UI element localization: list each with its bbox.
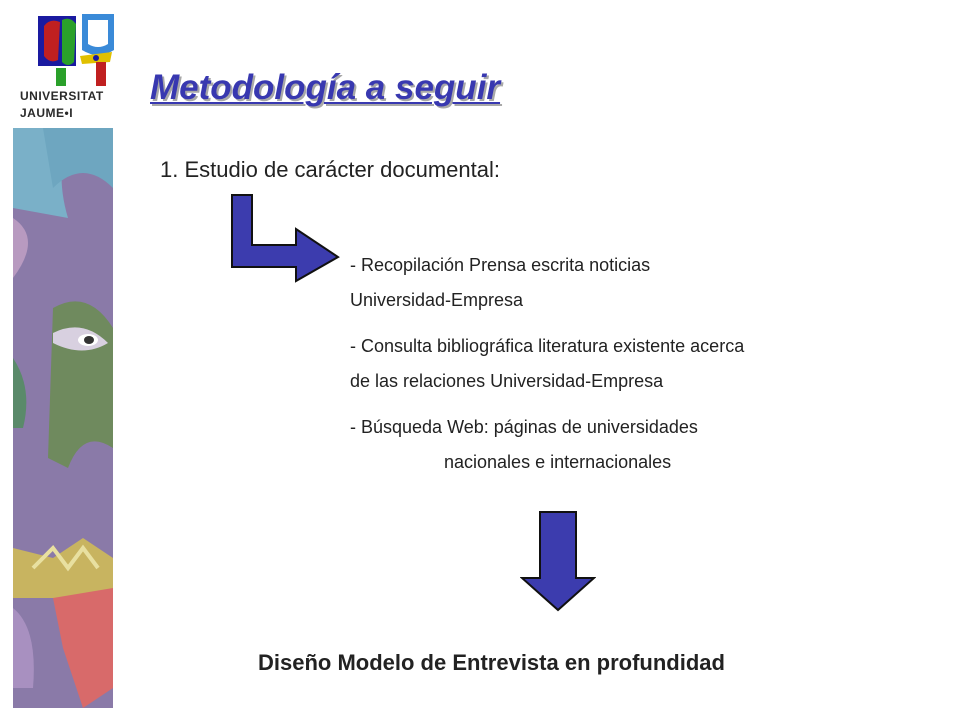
list-item xyxy=(350,329,940,399)
conclusion-text: Diseño Modelo de Entrevista en profundidad xyxy=(258,650,725,675)
list-item-line: nacionales e internacionales xyxy=(444,452,672,472)
logo-text-line2: JAUME•I xyxy=(20,106,74,120)
list-item-line: - Consulta bibliográfica literatura existente acerca xyxy=(350,336,745,356)
logo-text-line1: UNIVERSITAT xyxy=(20,89,104,103)
list-item-line: - Búsqueda Web: páginas de universidades xyxy=(350,417,698,437)
decorative-strip xyxy=(13,128,113,708)
list-item-line: - Recopilación Prensa escrita noticias xyxy=(350,255,651,275)
section-heading: 1. Estudio de carácter documental: xyxy=(160,157,500,182)
bent-arrow-icon xyxy=(230,193,342,283)
list-item xyxy=(350,248,940,318)
down-arrow-icon xyxy=(520,510,596,612)
logo-emblem-icon xyxy=(36,12,118,87)
list-item-line: Universidad-Empresa xyxy=(350,290,524,310)
decorative-face-art-icon xyxy=(13,128,113,708)
list-item xyxy=(350,410,940,480)
documental-study-list xyxy=(350,248,940,491)
page-title: Metodología a seguir xyxy=(150,68,501,107)
list-item-line: de las relaciones Universidad-Empresa xyxy=(350,371,664,391)
university-logo xyxy=(16,12,128,124)
